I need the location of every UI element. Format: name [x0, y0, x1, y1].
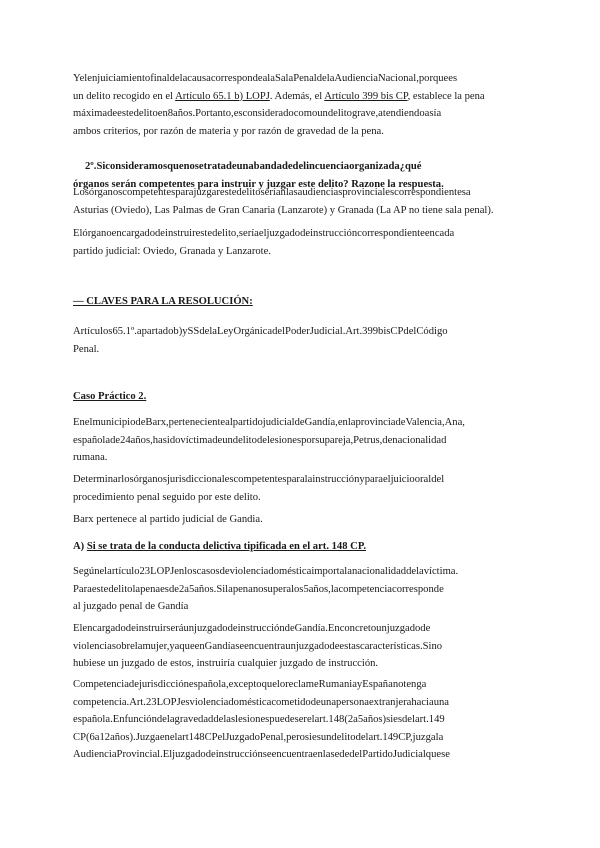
paragraph-audiencia-nacional: [73, 70, 527, 140]
text-line: procedimiento penal seguido por este delito.: [73, 491, 261, 503]
text-line: Determinarlosórganosjurisdiccionalescompetentesparalainstrucciónyparaeljuiciooraldel: [73, 474, 445, 485]
text-line: hubiese un juzgado de estos, instruiría cualquier juzgado de instrucción.: [73, 658, 379, 670]
heading-text: Caso Práctico 2.: [73, 391, 147, 402]
article-65-lopj-link[interactable]: Artículo 65.1 b) LOPJ: [175, 90, 270, 102]
paragraph-determinar: [73, 471, 527, 506]
text-line: un delito recogido en el Artículo 65.1 b) LOPJ. Además, el Artículo 399 bis CP, establece la pena: [73, 90, 485, 102]
text-line: rumana.: [73, 452, 108, 464]
text-line: Paraestedelitolapenaesde2a5años.Silapenanosuperalos5años,lacompetenciacorresponde: [73, 583, 444, 595]
paragraph-competencia: [73, 676, 527, 764]
heading-text: — CLAVES PARA LA RESOLUCIÓN:: [73, 296, 253, 307]
text-line: al juzgado penal de Gandía: [73, 601, 189, 613]
text-line: Artículos65.1º.apartadob)ySSdelaLeyOrgánicadelPoderJudicial.Art.399bisCPdelCódigo: [73, 326, 448, 337]
text-line: CP(6a12años).Juzgaenelart148CPelJuzgadoPenal,perosiesundelitodelart.149CP,juzgala: [73, 731, 444, 743]
paragraph-organos-juzgar: [73, 184, 527, 219]
text-line: AudienciaProvincial.EljuzgadodeinstrucciónseencuentraenlasededelPartidoJudicialquese: [73, 749, 450, 761]
paragraph-articulo-23: [73, 563, 527, 616]
text-line: violenciasobrelamujer,yaqueenGandíaseencuentraunjuzgadodeestascaracterísticas.Sino: [73, 640, 443, 652]
text-line: ElencargadodeinstruirseráunjuzgadodeinstruccióndeGandía.Enconcretounjuzgadode: [73, 623, 431, 634]
text-line: Losórganoscompetentesparajuzgarestedelitoseríanlasaudienciasprovincialescorrespondientesa: [73, 187, 471, 198]
paragraph-claves: [73, 323, 527, 358]
section-a-heading: [73, 538, 527, 556]
text-line: Competenciadejurisdicciónespañola,exceptoqueloreclameRumaniayEspañanotenga: [73, 679, 427, 690]
claves-heading: [73, 293, 527, 311]
text-line: Segúnelartículo23LOPJenloscasosdeviolenciadomésticaimportalanacionalidaddelavíctima.: [73, 566, 459, 577]
text-line: EnelmunicipiodeBarx,pertenecientealpartidojudicialdeGandía,enlaprovinciadeValencia,Ana,: [73, 417, 465, 428]
paragraph-encargado-instruir: [73, 620, 527, 673]
text-line: Asturias (Oviedo), Las Palmas de Gran Canaria (Lanzarote) y Granada (La AP no tiene sala penal).: [73, 204, 494, 216]
question-line: 2º.Siconsideramosquenosetratadeunabandadedelincuenciaorganizada¿qué: [85, 161, 422, 172]
article-399-cp-link[interactable]: Artículo 399 bis CP: [324, 90, 408, 102]
question-line: órganos serán competentes para instruir y juzgar este delito? Razone la respuesta.: [73, 178, 444, 190]
caso-practico-heading: [73, 388, 527, 406]
text-line: partido judicial: Oviedo, Granada y Lanzarote.: [73, 245, 271, 257]
text-line: competencia.Art.23LOPJesviolenciadomésticacometidodeunapersonaextranjerahaciauna: [73, 696, 449, 708]
text-line: ambos criterios, por razón de materia y por razón de gravedad de la pena.: [73, 125, 384, 137]
text-line: Penal.: [73, 343, 100, 355]
section-a-title: Si se trata de la conducta delictiva tipificada en el art. 148 CP.: [86, 541, 366, 552]
text-line: máximadeestedelitoen8años.Portanto,esconsideradocomoundelitograve,atendiendoasía: [73, 108, 442, 120]
text-line: YelenjuiciamientofinaldelacausacorrespondealaSalaPenaldelaAudienciaNacional,porquees: [73, 73, 458, 84]
paragraph-barx-case: [73, 414, 527, 467]
section-a-prefix: A): [73, 541, 87, 552]
text-line: Barx pertenece al partido judicial de Gandia.: [73, 514, 263, 525]
text-line: Elórganoencargadodeinstruirestedelito,seríaeljuzgadodeinstruccióncorrespondienteencada: [73, 228, 455, 239]
paragraph-organo-instruir: [73, 225, 527, 260]
text-line: españolade24años,hasidovíctimadeundelitodelesionesporsupareja,Petrus,denacionalidad: [73, 434, 447, 446]
text-line: española.Enfuncióndelagravedaddelaslesionespuedeserelart.148(2a5años)siesdelart.149: [73, 714, 445, 726]
paragraph-barx-partido: [73, 511, 527, 529]
